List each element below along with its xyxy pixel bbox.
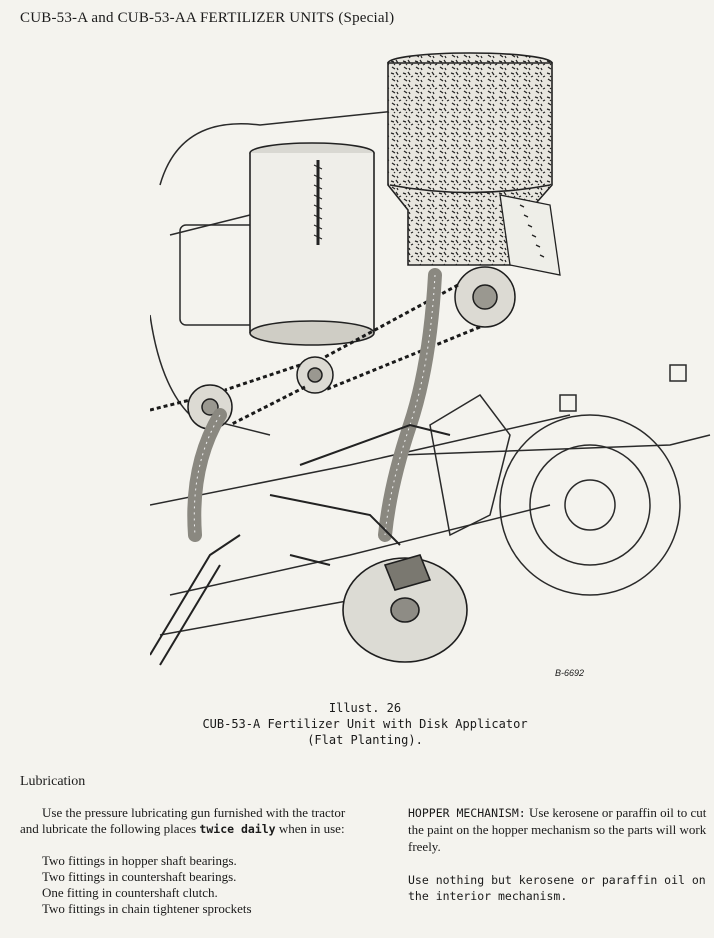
list-item: One fitting in countershaft clutch. [42, 885, 218, 900]
hopper-paragraph [386, 805, 714, 856]
hopper-heading: HOPPER MECHANISM: [408, 806, 526, 820]
lubrication-heading: Lubrication [20, 774, 86, 789]
lubrication-intro [20, 805, 365, 837]
intro-part1: Use the pressure lubricating gun furnished with the tractor and lubricate the following places [20, 805, 346, 836]
lubrication-column [20, 805, 365, 917]
list-item: Two fittings in countershaft bearings. [42, 869, 237, 884]
hopper-column [386, 805, 714, 920]
figure-id: B-6692 [555, 668, 585, 678]
list-item: Two fittings in hopper shaft bearings. [42, 853, 237, 868]
caption-line3: (Flat Planting). [307, 733, 423, 747]
figure-caption [180, 700, 550, 748]
caption-line2: CUB-53-A Fertilizer Unit with Disk Applicator [202, 717, 528, 731]
page-title: CUB-53-A and CUB-53-AA FERTILIZER UNITS (Special) [20, 10, 395, 26]
fertilizer-unit-illustration [150, 35, 714, 675]
list-item: Two fittings in chain tightener sprockets [42, 901, 252, 916]
intro-part2: when in use: [275, 821, 345, 836]
hopper-text: Use kerosene or paraffin oil to cut the paint on the hopper mechanism so the parts will work freely. [408, 805, 707, 854]
intro-emphasis: twice daily [199, 822, 276, 836]
fitting-list [42, 853, 365, 917]
caption-line1: Illust. 26 [328, 701, 402, 715]
hopper-note: Use nothing but kerosene or paraffin oil on the interior mechanism. [408, 873, 706, 903]
